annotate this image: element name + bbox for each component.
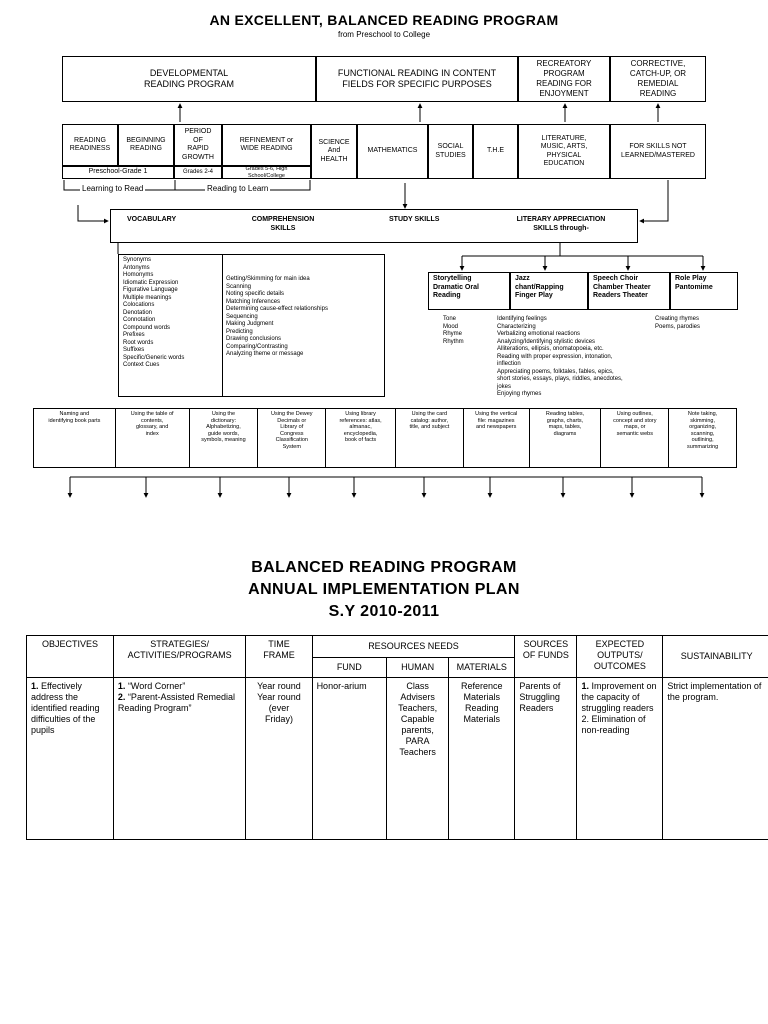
functional-line: FUNCTIONAL READING IN CONTENT (337, 68, 497, 78)
plan-school-year: S.Y 2010-2011 (328, 603, 440, 620)
functional-box (316, 56, 518, 102)
study-skill-line: skimming, (690, 417, 715, 424)
corrective-line: CORRECTIVE, (630, 59, 686, 68)
study-skill-box (258, 409, 326, 467)
cell-objective (27, 678, 114, 840)
speech-choir-box (588, 272, 670, 310)
study-skill-line: guide words, (207, 430, 240, 437)
header-human (387, 658, 449, 678)
study-skill-line: and newspapers (476, 424, 517, 431)
header-time-frame (246, 636, 312, 678)
comprehension-item: Predicting (226, 328, 253, 335)
beginning-line: BEGINNING (126, 136, 166, 144)
refinement-line: WIDE READING (240, 145, 293, 152)
vocabulary-item: Specific/Generic words (123, 354, 185, 361)
storytelling-line: Reading (433, 292, 461, 299)
feelings-item: Analyzing/Identifying stylistic devices (497, 338, 596, 345)
mathematics-box: MATHEMATICS (357, 124, 428, 179)
vocabulary-item: Figurative Language (123, 287, 178, 293)
vocabulary-item: Context Cues (123, 362, 160, 368)
feelings-item: short stories, essays, plays, riddles, anecdotes, (497, 376, 623, 382)
vocabulary-item: Synonyms (123, 257, 152, 263)
fund-text: Honor-arium (316, 681, 367, 691)
readiness-line: READINESS (69, 145, 111, 152)
study-skill-line: dictionary: (210, 417, 236, 424)
feelings-list (497, 316, 623, 399)
developmental-box (62, 56, 316, 102)
vocabulary-item: Idiomatic Expression (123, 279, 179, 286)
study-skill-line: title, and subject (409, 424, 450, 431)
comprehension-item: Matching Inferences (226, 298, 281, 305)
study-skill-line: Using the table of (130, 411, 174, 417)
header-strategies-line: STRATEGIES/ (150, 639, 210, 649)
speech-line: Speech Choir (593, 275, 639, 282)
functional-line: FIELDS FOR SPECIFIC PURPOSES (342, 79, 492, 89)
corrective-line: REMEDIAL (637, 79, 679, 88)
rapid-line: GROWTH (182, 153, 214, 161)
header-objectives (27, 636, 114, 678)
study-skill-box (464, 409, 530, 467)
jazz-line: Finger Play (515, 292, 553, 299)
table-row (27, 678, 768, 840)
grade-5-6-line: Grades 5-6, High (245, 165, 288, 172)
comprehension-item: Making Judgment (226, 321, 274, 327)
speech-line: Chamber Theater (593, 283, 651, 291)
vocab-comprehension-box (118, 254, 385, 397)
social-studies-box (428, 124, 473, 179)
comprehension-item: Analyzing theme or message (226, 351, 304, 357)
diagram-subtitle: from Preschool to College (337, 30, 431, 39)
study-skill-line: Using the (211, 411, 236, 417)
study-skill-line: Using outlines, (616, 411, 653, 417)
study-skill-line: almanac, (349, 424, 372, 431)
vocabulary-item: Connotation (123, 317, 156, 323)
header-materials (449, 658, 515, 678)
study-skill-line: Library of (280, 424, 304, 431)
comprehension-item: Determining cause-effect relationships (226, 306, 328, 312)
study-skill-line: maps, or (624, 424, 646, 431)
role-line: Pantomime (675, 283, 713, 291)
study-skills-row (33, 408, 737, 468)
feelings-item: Verbalizing emotional reactions (497, 331, 581, 337)
literature-line: PHYSICAL (546, 151, 582, 159)
study-skill-box (669, 409, 736, 467)
materials-line: Reading (464, 703, 499, 713)
comprehension-label (235, 216, 331, 233)
time-line: Year round (257, 681, 301, 691)
study-skill-line: Classification (275, 437, 308, 444)
skills-not-learned-box (610, 124, 706, 179)
grade-5-6-line: School/College (248, 172, 285, 179)
grade-2-4: Grades 2-4 (174, 166, 222, 179)
study-skills-label: STUDY SKILLS (389, 216, 440, 223)
comprehension-item: Drawing conclusions (226, 336, 282, 342)
science-line: HEALTH (320, 155, 348, 163)
refinement-box (222, 124, 311, 166)
header-resources-text: RESOURCES NEEDS (368, 641, 459, 651)
study-skill-box (326, 409, 396, 467)
skills-bar (110, 209, 638, 243)
header-materials-text: MATERIALS (456, 662, 507, 672)
science-line: SCIENCE (318, 138, 350, 146)
feelings-item: Alliterations, ellipsis, onomatopoeia, etc. (497, 346, 604, 352)
rapid-line: OF (193, 136, 203, 144)
social-line: STUDIES (435, 151, 466, 159)
study-skill-line: diagrams (553, 430, 577, 437)
strategy-number: 2. (117, 692, 126, 702)
study-skill-line: identifying book parts (48, 417, 101, 424)
header-time-line: FRAME (263, 650, 295, 660)
human-line: Capable (400, 714, 435, 724)
vocabulary-item: Denotation (123, 309, 153, 316)
header-strategies-line: ACTIVITIES/PROGRAMS (127, 650, 232, 660)
sustainability-text: Strict implementation of the program. (667, 681, 762, 702)
header-fund-text: FUND (336, 662, 362, 672)
rapid-line: RAPID (187, 145, 209, 152)
human-line: Teachers, (398, 703, 438, 713)
list-divider (222, 255, 223, 396)
cell-sources (515, 678, 577, 840)
study-skill-line: concept and story (613, 417, 657, 424)
study-skill-box (116, 409, 190, 467)
study-skill-line: encyclopedia, (343, 430, 378, 437)
skills-line: LEARNED/MASTERED (621, 151, 695, 159)
tone-item: Mood (443, 323, 459, 330)
study-skill-line: semantic webs (616, 430, 653, 437)
header-outputs-line: OUTPUTS/ (597, 650, 643, 660)
developmental-line: READING PROGRAM (143, 79, 234, 89)
creating-item: Creating rhymes (655, 316, 700, 322)
study-skill-line: outlining, (691, 437, 714, 444)
materials-line: Materials (463, 714, 500, 724)
study-skill-line: maps, tables, (548, 424, 582, 431)
diagram-title: AN EXCELLENT, BALANCED READING PROGRAM (209, 12, 559, 28)
header-sources (515, 636, 577, 678)
time-line: Year round (257, 692, 301, 702)
literary-line: SKILLS through- (533, 224, 589, 232)
study-skill-line: summarizing (687, 443, 719, 450)
readiness-box (62, 124, 118, 166)
human-line: Advisers (400, 692, 435, 702)
vocabulary-item: Multiple meanings (123, 294, 172, 301)
study-skill-line: Using the Dewey (270, 411, 313, 417)
header-fund (312, 658, 387, 678)
plan-title: BALANCED READING PROGRAM (251, 559, 517, 576)
recreatory-box (518, 56, 610, 102)
time-line: Friday) (264, 714, 293, 724)
rapid-line: PERIOD (184, 128, 212, 135)
objective-number: 1. (31, 681, 39, 691)
study-skill-line: System (282, 443, 301, 450)
vocabulary-item: Prefixes (123, 332, 145, 338)
objective-text: Effectively address the identified reading difficulties of the pupils (31, 681, 100, 735)
human-line: parents, (401, 725, 434, 735)
refinement-line: REFINEMENT or (239, 136, 294, 144)
study-skill-line: glossary, and (136, 424, 169, 431)
implementation-plan-table (26, 635, 768, 840)
literature-box (518, 124, 610, 179)
comprehension-line: SKILLS (270, 224, 296, 232)
readiness-line: READING (74, 136, 106, 144)
header-objectives-text: OBJECTIVES (41, 639, 98, 649)
study-skill-line: contents, (141, 417, 164, 424)
study-skill-line: Alphabetizing, (206, 424, 241, 431)
corrective-line: READING (639, 89, 677, 98)
study-skill-box (34, 409, 116, 467)
study-skill-line: Using library (345, 411, 376, 417)
rapid-growth-box (174, 124, 222, 166)
feelings-item: Identifying feelings (497, 316, 547, 322)
header-sustainability-text: SUSTAINABILITY (680, 651, 753, 661)
vocabulary-item: Homonyms (123, 272, 154, 278)
header-time-line: TIME (268, 639, 290, 649)
human-line: Teachers (399, 747, 436, 757)
study-skill-line: Note taking, (687, 411, 718, 417)
study-skill-line: index (145, 430, 159, 437)
study-skill-line: Decimals or (277, 417, 307, 424)
comprehension-item: Noting specific details (226, 291, 285, 297)
study-skill-line: graphs, charts, (546, 417, 584, 424)
study-skill-line: Naming and (59, 411, 90, 417)
study-skill-line: references: atlas, (339, 417, 382, 424)
vocabulary-list (123, 257, 184, 370)
tone-item: Rhythm (443, 338, 464, 345)
study-skill-line: symbols, meaning (201, 437, 246, 444)
cell-strategies (113, 678, 245, 840)
comprehension-item: Sequencing (226, 313, 258, 320)
vocabulary-item: Root words (123, 339, 154, 346)
sources-line: Struggling (519, 692, 560, 702)
creating-item: Poems, parodies (655, 323, 701, 330)
recreatory-line: PROGRAM (543, 69, 585, 78)
corrective-line: CATCH-UP, OR (629, 69, 687, 78)
study-skill-line: Reading tables, (545, 411, 585, 417)
plan-title-block (0, 557, 768, 623)
science-line: And (327, 147, 341, 155)
strategy-text: “Parent-Assisted Remedial Reading Program” (117, 692, 235, 713)
skills-line: FOR SKILLS NOT (629, 143, 687, 150)
storytelling-box (428, 272, 510, 310)
study-skill-line: catalog: author, (410, 417, 449, 424)
recreatory-line: READING FOR (536, 79, 592, 88)
feelings-item: Characterizing (497, 323, 536, 330)
study-skill-line: book of facts (344, 437, 377, 444)
output-text: Improvement on the capacity of struggling readers (581, 681, 657, 713)
literary-label (501, 216, 621, 233)
comprehension-item: Comparing/Contrasting (226, 343, 288, 350)
feelings-item: Reading with proper expression, intonation, (497, 353, 613, 360)
materials-line: Reference (460, 681, 503, 691)
vocabulary-item: Compound words (123, 324, 171, 331)
role-line: Role Play (675, 275, 707, 282)
study-skill-box (530, 409, 602, 467)
feelings-item: Enjoying rhymes (497, 391, 542, 397)
study-skill-line: Using the vertical (475, 411, 518, 417)
time-line: (ever (268, 703, 290, 713)
jazz-line: Jazz (515, 275, 530, 282)
header-sources-line: OF FUNDS (522, 650, 569, 660)
speech-line: Readers Theater (593, 292, 648, 299)
vocabulary-item: Antonyms (123, 264, 150, 271)
output-number: 1. (581, 681, 589, 691)
diagram-title-block (0, 12, 768, 40)
role-play-box (670, 272, 738, 310)
cell-sustainability (663, 678, 768, 840)
header-outputs-line: OUTCOMES (593, 661, 646, 671)
study-skill-line: scanning, (690, 430, 715, 437)
cell-fund (312, 678, 387, 840)
human-line: PARA (405, 736, 430, 746)
creating-list (655, 316, 700, 331)
learning-to-read-label: Learning to Read (82, 184, 144, 193)
social-line: SOCIAL (437, 143, 464, 150)
header-strategies (113, 636, 245, 678)
cell-materials (449, 678, 515, 840)
literature-line: EDUCATION (543, 160, 585, 167)
comprehension-list (226, 276, 328, 359)
storytelling-line: Dramatic Oral (433, 283, 479, 291)
cell-human (387, 678, 449, 840)
tone-item: Rhyme (443, 331, 463, 337)
strategy-number: 1. (117, 681, 126, 691)
vocabulary-label: VOCABULARY (127, 216, 177, 223)
grade-5-6 (222, 166, 311, 179)
science-box (311, 124, 357, 179)
study-skill-line: Congress (279, 430, 304, 437)
comprehension-item: Getting/Skimming for main idea (226, 276, 310, 282)
recreatory-line: ENJOYMENT (539, 89, 589, 98)
comprehension-item: Scanning (226, 283, 252, 290)
jazz-line: chant/Rapping (515, 283, 564, 291)
jazz-chant-box (510, 272, 588, 310)
header-sustainability (663, 636, 768, 678)
cell-outputs (577, 678, 663, 840)
feelings-item: Appreciating poems, folktales, fables, epics, (497, 368, 614, 375)
sources-line: Readers (519, 703, 554, 713)
corrective-box (610, 56, 706, 102)
header-human-text: HUMAN (401, 662, 435, 672)
sources-line: Parents of (519, 681, 561, 691)
header-outputs (577, 636, 663, 678)
storytelling-line: Storytelling (433, 275, 472, 282)
header-resources (312, 636, 515, 658)
literature-line: LITERATURE, (541, 134, 587, 142)
study-skill-line: file: magazines (477, 417, 515, 424)
literature-line: MUSIC, ARTS, (540, 143, 588, 150)
tone-item: Tone (443, 316, 457, 322)
vocabulary-item: Colocations (123, 302, 155, 308)
developmental-line: DEVELOPMENTAL (149, 68, 229, 78)
feelings-item: inflection (497, 361, 521, 367)
feelings-item: jokes (497, 383, 512, 390)
materials-line: Materials (463, 692, 500, 702)
literary-line: LITERARY APPRECIATION (516, 216, 606, 223)
cell-time-frame (246, 678, 312, 840)
header-outputs-line: EXPECTED (595, 639, 645, 649)
grade-preschool: Preschool-Grade 1 (62, 166, 174, 179)
study-skill-line: Using the card (411, 411, 448, 417)
human-line: Class (406, 681, 429, 691)
recreatory-line: RECREATORY (536, 59, 592, 68)
header-sources-line: SOURCES (523, 639, 569, 649)
output-text: 2. Elimination of non-reading (581, 714, 646, 735)
study-skill-line: organizing, (689, 424, 717, 431)
beginning-box (118, 124, 174, 166)
comprehension-line: COMPREHENSION (251, 216, 315, 223)
the-box: T.H.E (473, 124, 518, 179)
strategy-text: “Word Corner” (127, 681, 186, 691)
tone-list (443, 316, 464, 346)
study-skill-box (190, 409, 259, 467)
reading-to-learn-label: Reading to Learn (207, 184, 269, 193)
study-skill-box (396, 409, 464, 467)
study-skill-box (601, 409, 669, 467)
vocabulary-item: Suffixes (123, 347, 145, 353)
beginning-line: READING (130, 145, 162, 152)
plan-subtitle: ANNUAL IMPLEMENTATION PLAN (248, 581, 520, 598)
